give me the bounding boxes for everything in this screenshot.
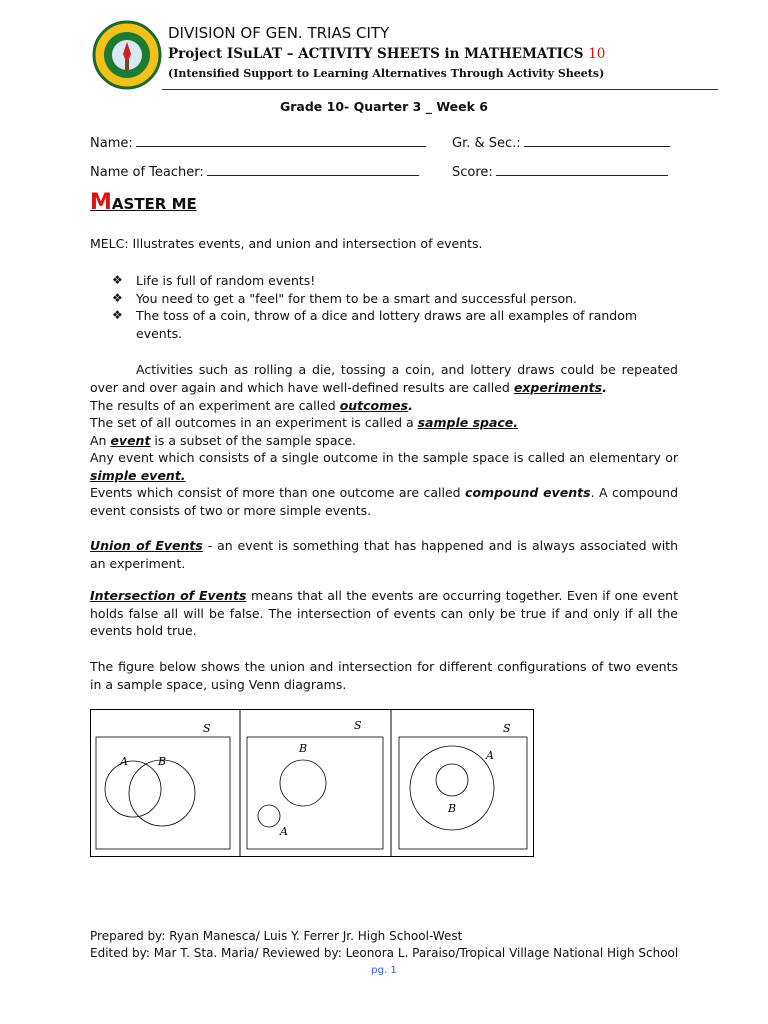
event-a-circle [258, 805, 280, 827]
paragraph-compound-events [90, 484, 678, 519]
p1-end: . [602, 379, 607, 395]
p4-text-b: is a subset of the sample space. [150, 433, 357, 448]
teacher-field[interactable] [90, 164, 419, 180]
p6-text-a: Events which consist of more than one outcome are called [90, 485, 466, 500]
event-b-circle [129, 760, 195, 826]
p4-text-a: An [90, 433, 111, 448]
paragraph-figure-intro: The figure below shows the union and intersection for different configurations of two events in a sample space, using Venn diagrams. [90, 659, 678, 692]
project-grade: 10 [588, 46, 606, 62]
p5-text: Any event which consists of a single outcome in the sample space is called an elementary or [90, 450, 678, 465]
paragraph-simple-event [90, 449, 678, 484]
p2-end: . [408, 398, 413, 413]
teacher-blank[interactable] [207, 164, 419, 176]
paragraph-event [90, 432, 678, 450]
grsec-blank[interactable] [524, 135, 670, 147]
label-a: A [280, 825, 288, 838]
term-experiments: experiments [513, 379, 603, 395]
name-field[interactable] [90, 135, 426, 151]
section-title-initial: M [90, 190, 112, 215]
paragraph-intersection [90, 587, 678, 640]
name-label: Name: [90, 136, 133, 151]
grsec-field[interactable] [452, 135, 670, 151]
section-title [90, 190, 197, 215]
grade-quarter-week: Grade 10- Quarter 3 _ Week 6 [280, 99, 488, 114]
union-text: - an event is something that has happened and is always associated with an experiment. [90, 538, 678, 571]
division-name: DIVISION OF GEN. TRIAS CITY [168, 24, 390, 42]
page-number: pg. 1 [371, 965, 397, 976]
teacher-label: Name of Teacher: [90, 165, 204, 180]
project-tagline: (Intensified Support to Learning Alternatives Through Activity Sheets) [168, 67, 605, 80]
event-b-circle [436, 764, 468, 796]
term-sample-space: sample space. [417, 415, 519, 430]
sample-space-box [399, 737, 527, 849]
bullet-text: Life is full of random events! [136, 273, 316, 288]
label-b: B [299, 742, 308, 755]
diamond-bullet-icon: ❖ [112, 290, 123, 305]
list-item [112, 307, 678, 342]
term-union-of-events: Union of Events [90, 538, 203, 553]
paragraph-experiments [90, 361, 678, 396]
p2-text: The results of an experiment are called [90, 398, 340, 413]
name-blank[interactable] [136, 135, 426, 147]
label-b: B [158, 755, 167, 768]
diamond-bullet-icon: ❖ [112, 308, 123, 323]
prepared-by: Prepared by: Ryan Manesca/ Luis Y. Ferrer Jr. High School-West [90, 929, 463, 943]
event-b-circle [280, 760, 326, 806]
paragraph-outcomes [90, 397, 678, 415]
event-a-circle [410, 746, 494, 830]
bullet-text: You need to get a "feel" for them to be a smart and successful person. [136, 290, 578, 306]
p3-text: The set of all outcomes in an experiment is called a [90, 415, 418, 430]
section-title-rest: ASTER ME [111, 195, 197, 213]
term-outcomes: outcomes [339, 398, 409, 413]
header-divider [162, 89, 718, 90]
intersection-text: means that all the events are occurring together. Even if one event holds false all will be false. The intersection of events can only be true if and only if all the events hold true. [90, 588, 678, 639]
figure-border [91, 710, 534, 857]
paragraph-sample-space [90, 414, 678, 432]
venn-diagrams-figure [90, 709, 534, 857]
paragraph-union [90, 537, 678, 572]
grsec-label: Gr. & Sec.: [452, 136, 521, 151]
term-simple-event: simple event. [90, 467, 186, 483]
score-field[interactable] [452, 164, 668, 180]
label-s: S [503, 722, 511, 735]
term-intersection-of-events: Intersection of Events [90, 588, 247, 603]
list-item [112, 272, 678, 290]
list-item [112, 290, 678, 308]
label-b: B [448, 802, 457, 815]
score-blank[interactable] [496, 164, 668, 176]
label-s: S [203, 722, 211, 735]
sample-space-box [247, 737, 383, 849]
label-a: A [486, 749, 494, 762]
score-label: Score: [452, 165, 493, 180]
p1-text: Activities such as rolling a die, tossing a coin, and lottery draws could be repeated over and over again and which have well-defined results are called [90, 362, 678, 395]
edited-reviewed-by: Edited by: Mar T. Sta. Maria/ Reviewed by: Leonora L. Paraiso/Tropical Village National High School [90, 946, 679, 960]
sample-space-box [96, 737, 230, 849]
diamond-bullet-icon: ❖ [112, 273, 123, 287]
melc-text: MELC: Illustrates events, and union and intersection of events. [90, 236, 483, 251]
project-title [168, 46, 605, 62]
term-compound-events: compound events [465, 485, 591, 500]
label-a: A [120, 755, 128, 768]
bullet-text: The toss of a coin, throw of a dice and lottery draws are all examples of random events. [136, 308, 638, 341]
term-event: event [110, 433, 151, 448]
p6-text-b: . A compound event consists of two or more simple events. [90, 485, 678, 518]
division-seal-logo [92, 20, 162, 90]
project-title-text: Project ISuLAT – ACTIVITY SHEETS in MATHEMATICS [168, 46, 584, 62]
label-s: S [354, 719, 362, 732]
bullet-list [112, 272, 678, 342]
